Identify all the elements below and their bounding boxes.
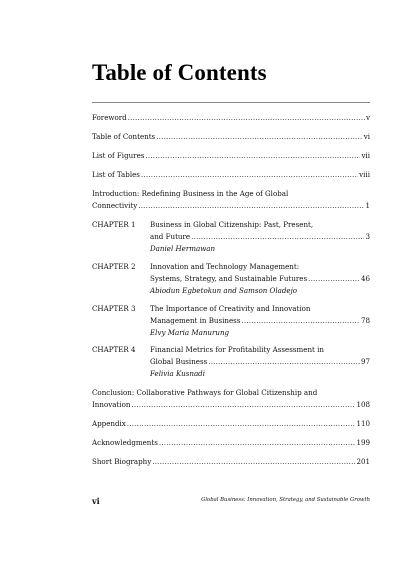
entry-title: Conclusion: Collaborative Pathways for Global Citizenship and: [92, 388, 318, 397]
entry-title: Table of Contents: [92, 132, 156, 141]
entry-page: 201: [356, 457, 370, 466]
dot-leader: [308, 273, 360, 285]
chapter-author: Daniel Hermawan: [150, 244, 216, 253]
entry-page: 199: [356, 438, 370, 447]
toc-entry-introduction[interactable]: [92, 188, 370, 212]
chapter-title-cont: and Future: [150, 232, 191, 241]
dot-leader: [141, 169, 358, 181]
toc-entry-list-of-figures[interactable]: [92, 150, 370, 162]
entry-title: Foreword: [92, 113, 127, 122]
chapter-title-cont: Global Business: [150, 357, 208, 366]
entry-title-cont: Innovation: [92, 400, 131, 409]
toc-entry-foreword[interactable]: [92, 112, 370, 124]
toc-entry-table-of-contents[interactable]: [92, 131, 370, 143]
running-title: Global Business: Innovation, Strategy, and Sustainable Growth: [201, 497, 370, 503]
dot-leader: [208, 356, 360, 368]
chapter-title: Financial Metrics for Profitability Assessment in: [150, 345, 324, 354]
toc-entry-conclusion[interactable]: [92, 387, 370, 411]
toc-entry-acknowledgments[interactable]: [92, 437, 370, 449]
chapter-author: Abiodun Egbetokun and Samson Oladejo: [150, 286, 298, 295]
entry-page: vi: [363, 132, 370, 141]
chapter-title-cont: Management in Business: [150, 316, 241, 325]
chapter-author: Felivia Kusnadi: [150, 369, 205, 378]
entry-title: Short Biography: [92, 457, 152, 466]
dot-leader: [131, 399, 355, 411]
entry-title-cont: Connectivity: [92, 201, 138, 210]
page-title: Table of Contents: [92, 60, 267, 85]
toc-entry-appendix[interactable]: [92, 418, 370, 430]
entry-page: 78: [360, 316, 370, 325]
entry-page: 108: [356, 400, 370, 409]
page-number: vi: [92, 496, 100, 506]
chapter-label: CHAPTER 1: [92, 220, 136, 229]
dot-leader: [128, 112, 365, 124]
entry-page: 1: [365, 201, 370, 210]
chapter-label: CHAPTER 4: [92, 345, 136, 354]
chapter-label: CHAPTER 3: [92, 304, 136, 313]
entry-title: List of Figures: [92, 151, 145, 160]
chapter-title: Innovation and Technology Management:: [150, 262, 300, 271]
chapter-label: CHAPTER 2: [92, 262, 136, 271]
dot-leader: [159, 437, 356, 449]
chapter-title-cont: Systems, Strategy, and Sustainable Futures: [150, 274, 308, 283]
chapter-author: Elvy Maria Manurung: [150, 328, 230, 337]
entry-title: List of Tables: [92, 170, 140, 179]
entry-page: 3: [365, 232, 370, 241]
dot-leader: [138, 200, 364, 212]
dot-leader: [241, 315, 360, 327]
chapter-title: Business in Global Citizenship: Past, Present,: [150, 220, 314, 229]
dot-leader: [145, 150, 360, 162]
dot-leader: [127, 418, 356, 430]
toc-entry-list-of-tables[interactable]: [92, 169, 370, 181]
entry-title: Introduction: Redefining Business in the Age of Global: [92, 189, 289, 198]
entry-page: vii: [361, 151, 370, 160]
entry-page: 46: [360, 274, 370, 283]
entry-page: v: [365, 113, 370, 122]
entry-title: Appendix: [92, 419, 126, 428]
dot-leader: [191, 231, 364, 243]
toc-entry-short-biography[interactable]: [92, 456, 370, 468]
chapter-title: The Importance of Creativity and Innovation: [150, 304, 311, 313]
entry-page: 97: [360, 357, 370, 366]
entry-title: Acknowledgments: [92, 438, 158, 447]
dot-leader: [156, 131, 363, 143]
entry-page: 110: [356, 419, 370, 428]
title-divider: [92, 102, 370, 103]
entry-page: viii: [359, 170, 370, 179]
dot-leader: [152, 456, 355, 468]
